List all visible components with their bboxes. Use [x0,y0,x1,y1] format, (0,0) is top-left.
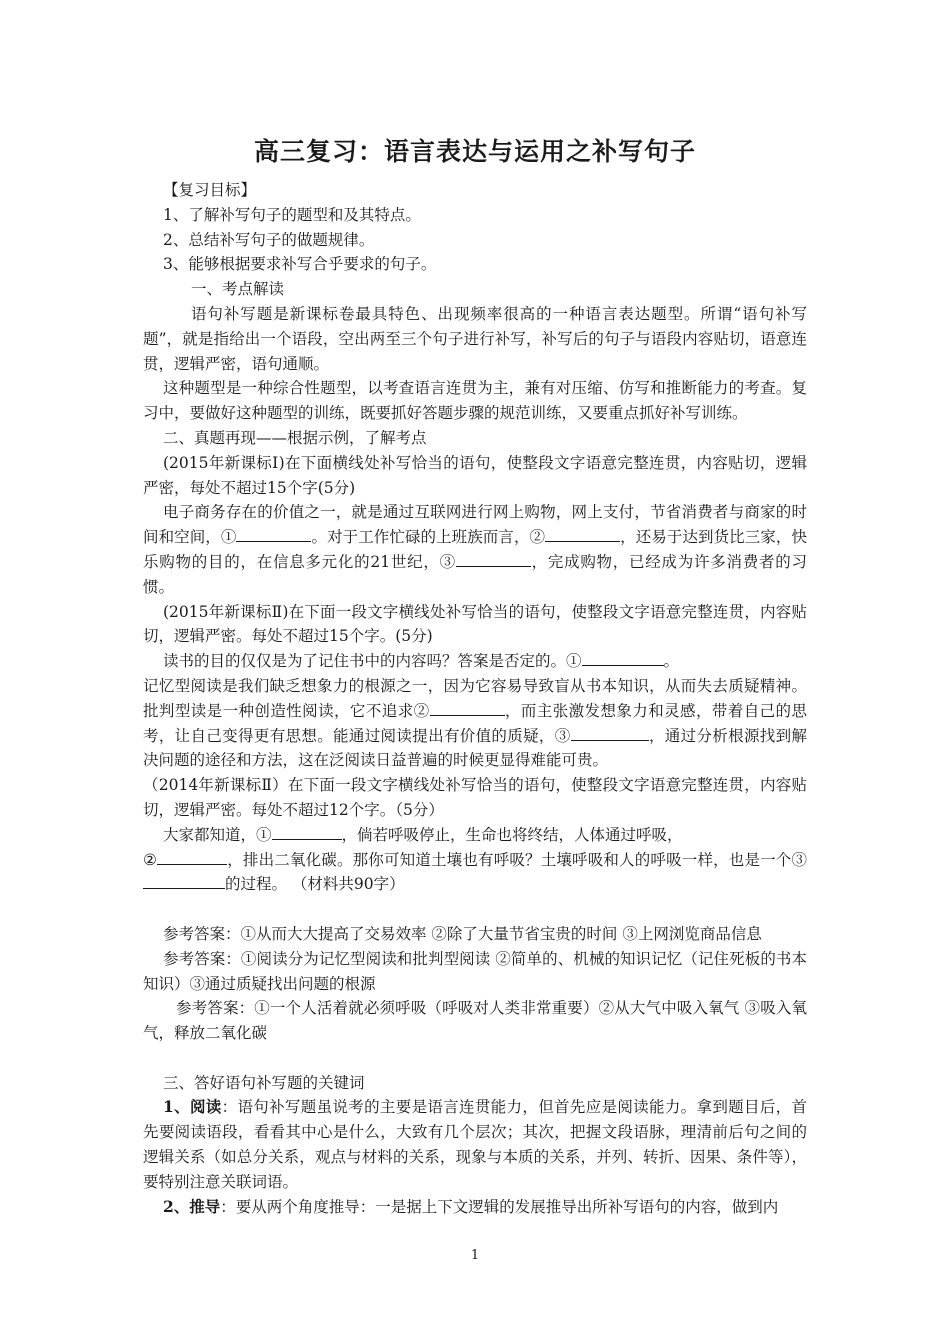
section1-heading: 一、考点解读 [191,280,285,299]
key-point-deduction [143,1195,807,1220]
section1-paragraph: 这种题型是一种综合性题型，以考查语言连贯为主，兼有对压缩、仿写和推断能力的考查。复习中，要做好这种题型的训练，既要抓好答题步骤的规范训练，又要重点抓好补写训练。 [143,379,807,423]
answer-blank [143,872,225,889]
key-point-text: ：语句补写题虽说考的主要是语言连贯能力，但首先应是阅读能力。拿到题目后，首先要阅读语段，看看其中心是什么，大致有几个层次；其次，把握文段语脉，理清前后句之间的逻辑关系（如总分关系，观点与材料的关系，现象与本质的关系，并列、转折、因果、条件等），要特别注意关联词语。 [143,1098,807,1191]
text-run: ，排出二氧化碳。那你可知道土壤也有呼吸？土壤呼吸和人的呼吸一样，也是一个③ [227,850,807,869]
answer-blank [272,823,342,840]
answer-blank [236,525,311,542]
page-title: 高三复习：语言表达与运用之补写句子 [253,137,696,166]
goal-item: 1、了解补写句子的题型和及其特点。 [163,205,421,224]
key-point-text: ：要从两个角度推导：一是据上下文逻辑的发展推导出所补写语句的内容，做到内 [220,1197,779,1216]
spacer [143,1046,807,1071]
key-point-label: 1、阅读 [163,1097,222,1117]
question3-text-line1 [143,823,807,848]
text-run: 电子商务存在的价值之一，就是通过互联网进行网上购物，网上支付，节省消费者与商家的时间和空间，① [143,503,807,547]
text-run: 。对于工作忙碌的上班族而言，② [311,528,546,547]
section1-paragraph: 语句补写题是新课标卷最具特色、出现频率很高的一种语言表达题型。所谓“语句补写题”，就是指给出一个语段，空出两至三个句子进行补写，补写后的句子与语段内容贴切，语意连贯，逻辑严密，语句通顺。 [143,304,807,373]
text-run: ，而主张激发想象力和灵感，带着自己的思考，让自己变得更有思想。能通过阅读提出有价值的质疑，③ [143,701,807,745]
question1-prompt: (2015年新课标Ⅰ)在下面横线处补写恰当的语句，使整段文字语意完整连贯，内容贴切，逻辑严密，每处不超过15个字(5分) [143,453,807,497]
question2-prompt: (2015年新课标Ⅱ)在下面一段文字横线处补写恰当的语句，使整段文字语意完整连贯，内容贴切，逻辑严密。每处不超过15个字。(5分) [143,602,807,646]
reference-answer: 参考答案：①一个人活着就必须呼吸（呼吸对人类非常重要）②从大气中吸入氧气 ③吸入氧气，释放二氧化碳 [143,999,807,1043]
question2-intro [143,649,807,674]
goal-item: 3、能够根据要求补写合乎要求的句子。 [163,255,437,274]
text-run: 记忆型阅读是我们缺乏想象力的根源之一，因为它容易导致盲从书本知识，从而失去质疑精神。批判型读是一种创造性阅读，它不追求② [143,676,807,720]
spacer [143,897,807,922]
text-run: ，倘若呼吸停止，生命也将终结，人体通过呼吸， [341,825,683,844]
question2-text [143,674,807,773]
answer-blank [456,550,531,567]
answer-blank [545,525,620,542]
text-run: ，还易于达到货比三家，快乐购物的目的，在信息多元化的21世纪，③ [143,528,807,571]
answer-blank [571,724,649,741]
text-run: 读书的目的仅仅是为了记住书中的内容吗？答案是否定的。① [163,652,582,671]
section2-heading: 二、真题再现——根据示例，了解考点 [163,428,427,447]
section3-heading: 三、答好语句补写题的关键词 [163,1073,365,1092]
reference-answer: 参考答案：①从而大大提高了交易效率 ②除了大量节省宝贵的时间 ③上网浏览商品信息 [163,924,762,943]
answer-blank [157,848,227,865]
text-run: ，通过分析根源找到解决问题的途径和方法，这在泛阅读日益普遍的时候更显得难能可贵。 [143,726,807,770]
text-run: ② [143,850,158,869]
text-run: 的过程。 （材料共90字） [225,875,405,894]
text-run: ，完成购物，已经成为许多消费者的习惯。 [143,552,807,596]
question3-text-line2 [143,848,807,898]
document-body [143,178,807,1219]
page-number: 1 [470,1248,480,1263]
key-point-reading [143,1095,807,1194]
text-run: 。 [663,652,680,671]
key-point-label: 2、推导 [163,1196,221,1216]
question3-prompt: （2014年新课标Ⅱ）在下面一段文字横线处补写恰当的语句，使整段文字语意完整连贯，内容贴切，逻辑严密。每处不超过12个字。（5分） [143,776,808,819]
goals-heading: 【复习目标】 [163,181,257,199]
text-run: 大家都知道，① [163,825,272,844]
reference-answer: 参考答案：①阅读分为记忆型阅读和批判型阅读 ②简单的、机械的知识记忆（记住死板的书本知识）③通过质疑找出问题的根源 [143,949,807,993]
answer-blank [582,649,664,666]
answer-blank [430,699,505,716]
question1-text [143,500,807,599]
goal-item: 2、总结补写句子的做题规律。 [163,230,375,249]
